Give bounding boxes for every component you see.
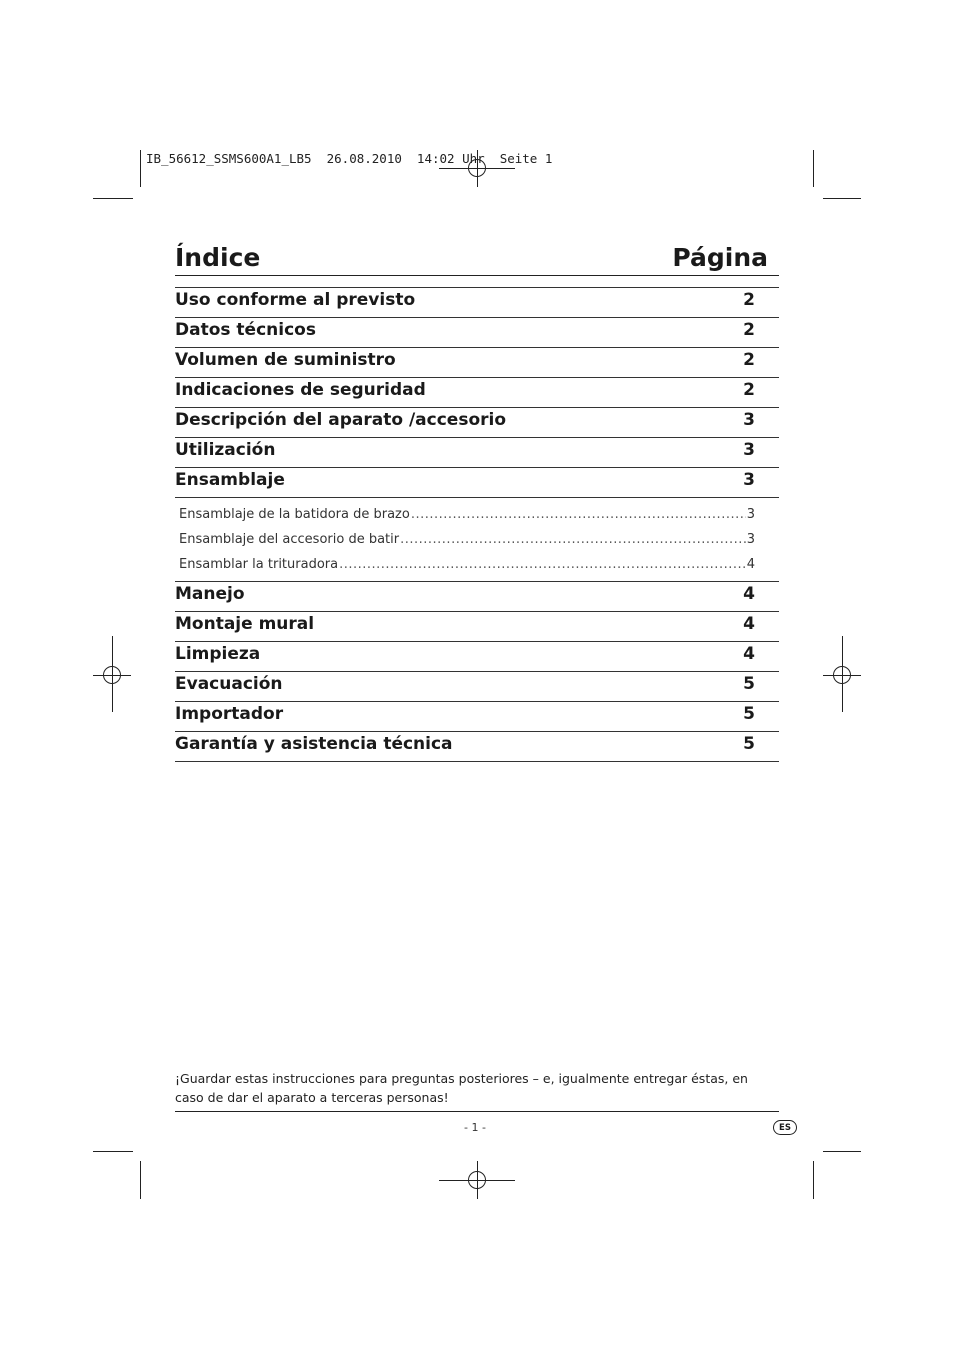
footer-rule xyxy=(175,1111,779,1112)
toc-entry[interactable] xyxy=(175,347,779,377)
toc-subsection-list xyxy=(175,498,779,581)
toc-entry[interactable] xyxy=(175,611,779,641)
crop-mark-top-left-vertical xyxy=(140,150,141,187)
toc-subentry-label: Ensamblar la trituradora xyxy=(179,557,339,572)
toc-entry[interactable] xyxy=(175,731,779,761)
toc-entry-page: 3 xyxy=(743,410,755,430)
toc-entry-label: Utilización xyxy=(175,440,276,460)
toc-entry-label: Datos técnicos xyxy=(175,320,316,340)
title-rule xyxy=(175,275,779,276)
toc-leader-dots xyxy=(400,532,746,547)
keep-instructions-note: ¡Guardar estas instrucciones para preguntas posteriores – e, igualmente entregar éstas, en caso de dar el aparato a terceras personas! xyxy=(175,1071,748,1105)
toc-entry-label: Manejo xyxy=(175,584,245,604)
toc-entry-label: Volumen de suministro xyxy=(175,350,396,370)
toc-entry[interactable] xyxy=(175,317,779,347)
crop-mark-bottom-right-vertical xyxy=(813,1161,814,1199)
toc-subentry[interactable] xyxy=(179,525,755,547)
toc-entry[interactable] xyxy=(175,437,779,467)
toc-entry[interactable] xyxy=(175,467,779,497)
toc-subentry-page: 3 xyxy=(746,507,755,522)
toc-entry-page: 3 xyxy=(743,470,755,490)
toc-entry[interactable] xyxy=(175,407,779,437)
crop-mark-bottom-right-horizontal xyxy=(823,1151,861,1152)
toc-subentry-label: Ensamblaje del accesorio de batir xyxy=(179,532,400,547)
toc-entry-page: 2 xyxy=(743,290,755,310)
toc-entry-label: Descripción del aparato /accesorio xyxy=(175,410,507,430)
page-column-heading: Página xyxy=(672,243,768,272)
toc-entry-label: Uso conforme al previsto xyxy=(175,290,416,310)
toc-subentry-page: 4 xyxy=(746,557,755,572)
toc-entry-page: 5 xyxy=(743,734,755,754)
toc-leader-dots xyxy=(339,557,746,572)
crop-mark-bottom-left-horizontal xyxy=(93,1151,133,1152)
print-slug-line: IB_56612_SSMS600A1_LB5 26.08.2010 14:02 Uhr Seite 1 xyxy=(146,151,553,166)
toc-divider xyxy=(175,761,779,762)
toc-entry[interactable] xyxy=(175,701,779,731)
toc-entry-label: Indicaciones de seguridad xyxy=(175,380,426,400)
toc-leader-dots xyxy=(411,507,746,522)
toc-entry[interactable] xyxy=(175,641,779,671)
toc-entry-label: Garantía y asistencia técnica xyxy=(175,734,453,754)
page-number: - 1 - xyxy=(464,1121,486,1134)
toc-entry-page: 5 xyxy=(743,674,755,694)
toc-subentry-page: 3 xyxy=(746,532,755,547)
toc-entry[interactable] xyxy=(175,377,779,407)
toc-entry[interactable] xyxy=(175,287,779,317)
toc-entry[interactable] xyxy=(175,671,779,701)
crop-mark-top-right-horizontal xyxy=(823,198,861,199)
toc-subentry[interactable] xyxy=(179,500,755,522)
toc-entry-page: 2 xyxy=(743,320,755,340)
toc-entry-page: 2 xyxy=(743,380,755,400)
toc-entry-page: 4 xyxy=(743,644,755,664)
crop-mark-top-left-horizontal xyxy=(93,198,133,199)
toc-entry-page: 3 xyxy=(743,440,755,460)
crop-mark-top-right-vertical xyxy=(813,150,814,187)
language-badge: ES xyxy=(773,1120,797,1135)
toc-entry-page: 5 xyxy=(743,704,755,724)
toc-entry-label: Montaje mural xyxy=(175,614,315,634)
toc-entry-label: Importador xyxy=(175,704,284,724)
crop-mark-bottom-left-vertical xyxy=(140,1161,141,1199)
table-of-contents xyxy=(175,287,779,762)
toc-subentry-label: Ensamblaje de la batidora de brazo xyxy=(179,507,410,522)
page-title: Índice xyxy=(175,243,261,272)
toc-entry[interactable] xyxy=(175,581,779,611)
toc-entry-label: Ensamblaje xyxy=(175,470,285,490)
toc-entry-page: 4 xyxy=(743,584,755,604)
toc-entry-label: Limpieza xyxy=(175,644,261,664)
toc-entry-label: Evacuación xyxy=(175,674,283,694)
toc-subentry[interactable] xyxy=(179,550,755,572)
toc-entry-page: 4 xyxy=(743,614,755,634)
toc-entry-page: 2 xyxy=(743,350,755,370)
